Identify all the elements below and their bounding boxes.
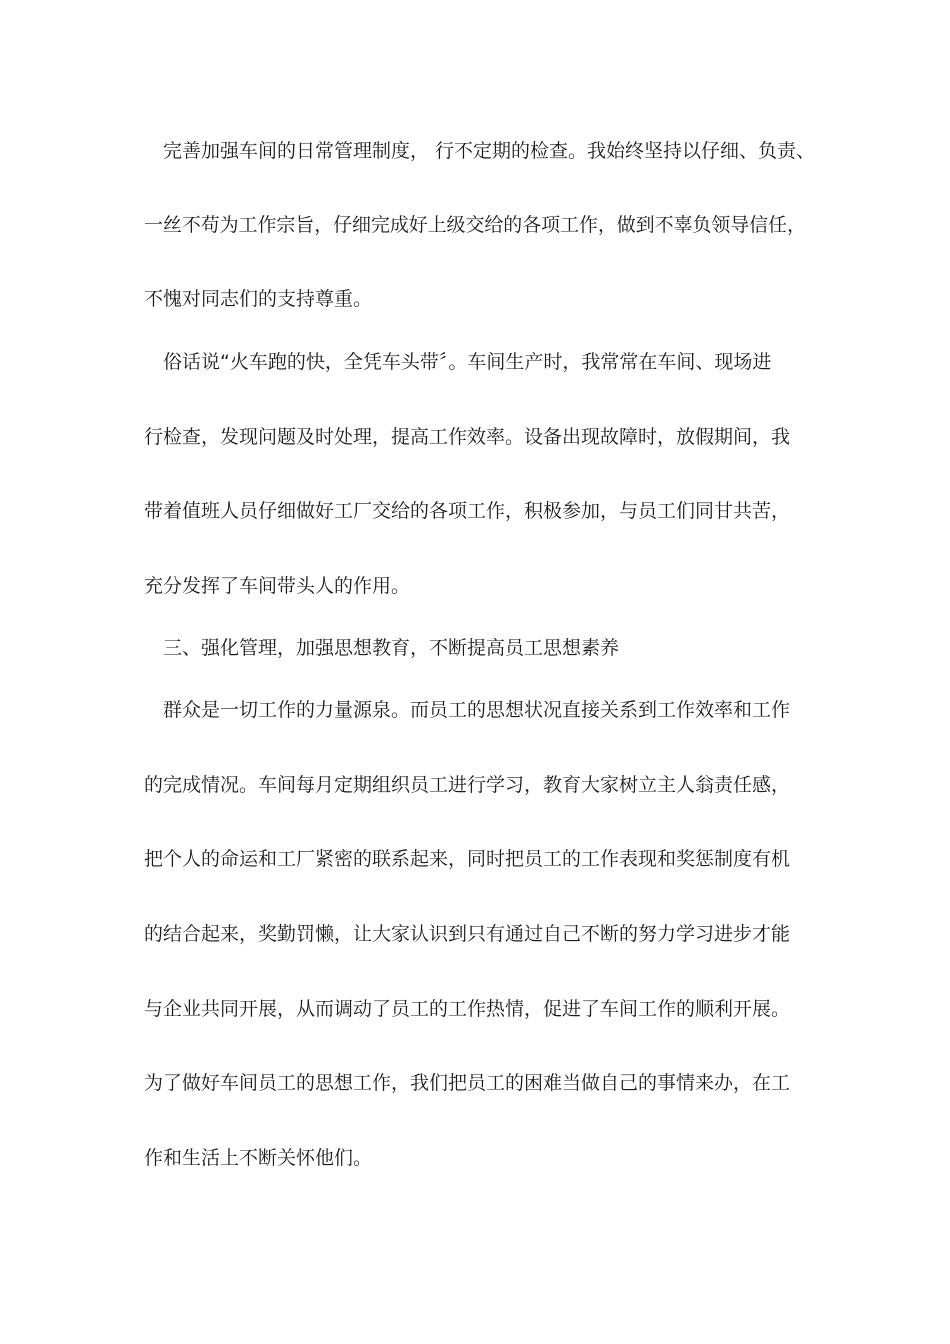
paragraph-line: 的结合起来，奖勤罚懒，让大家认识到只有通过自己不断的努力学习进步才能 [144,923,791,945]
paragraph-line: 行检查，发现问题及时处理，提高工作效率。设备出现故障时，放假期间，我 [144,426,791,448]
paragraph-line: 的完成情况。车间每月定期组织员工进行学习，教育大家树立主人翁责任感， [144,774,791,796]
paragraph-line: 群众是一切工作的力量源泉。而员工的思想状况直接关系到工作效率和工作 [163,699,791,721]
paragraph-line: 带着值班人员仔细做好工厂交给的各项工作，积极参加，与员工们同甘共苦， [144,500,791,522]
paragraph-line: 与企业共同开展，从而调动了员工的工作热情，促进了车间工作的顺利开展。 [144,998,791,1020]
paragraph-line: 为了做好车间员工的思想工作，我们把员工的困难当做自己的事情来办，在工 [144,1072,791,1094]
paragraph-line: 作和生活上不断关怀他们。 [144,1147,373,1169]
paragraph-line: 不愧对同志们的支持尊重。 [144,288,373,310]
paragraph-line: 完善加强车间的日常管理制度， 行不定期的检查。我始终坚持以仔细、负责、 [163,140,816,162]
section-heading: 三、强化管理，加强思想教育，不断提高员工思想素养 [163,637,620,659]
paragraph-line: 俗话说“火车跑的快，全凭车头带〞。车间生产时，我常常在车间、现场进 [163,351,772,373]
paragraph-line: 把个人的命运和工厂紧密的联系起来，同时把员工的工作表现和奖惩制度有机 [144,848,791,870]
paragraph-line: 一丝不苟为工作宗旨，仔细完成好上级交给的各项工作，做到不辜负领导信任， [144,214,806,236]
paragraph-line: 充分发挥了车间带头人的作用。 [144,575,411,597]
